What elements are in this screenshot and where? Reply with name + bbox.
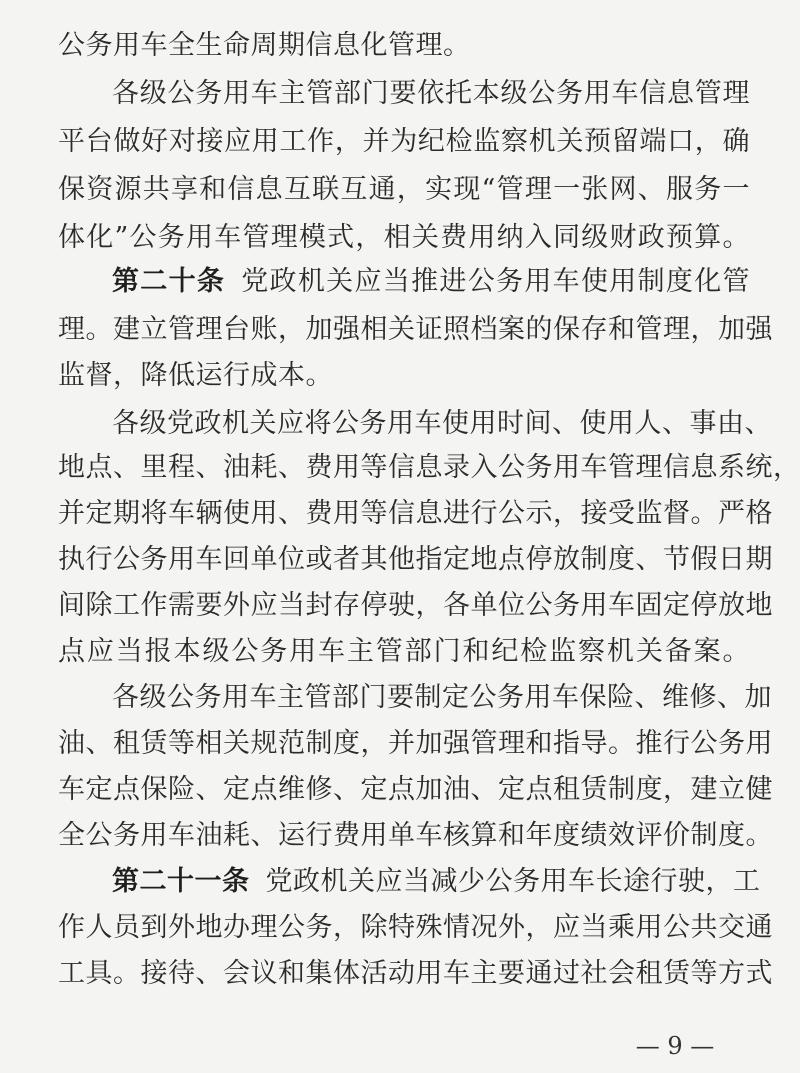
text-line: 全公务用车油耗、运行费用单车核算和年度绩效评价制度。 xyxy=(58,820,773,851)
article-heading: 第二十一条 xyxy=(112,866,250,897)
text-span: 党政机关应当减少公务用车长途行驶，工 xyxy=(265,866,761,897)
text-line: 执行公务用车回单位或者其他指定地点停放制度、节假日期 xyxy=(58,544,773,575)
text-line: 各级公务用车主管部门要依托本级公务用车信息管理 xyxy=(112,78,750,109)
text-line: 点应当报本级公务用车主管部门和纪检监察机关备案。 xyxy=(58,636,750,667)
text-line: 公务用车全生命周期信息化管理。 xyxy=(58,30,471,61)
text-line: 油、租赁等相关规范制度，并加强管理和指导。推行公务用 xyxy=(58,728,773,759)
text-line: 并定期将车辆使用、费用等信息进行公示，接受监督。严格 xyxy=(58,498,773,529)
article-heading: 第二十条 xyxy=(112,266,226,297)
text-line: 间除工作需要外应当封存停驶，各单位公务用车固定停放地 xyxy=(58,590,773,621)
article-line xyxy=(112,862,761,902)
text-line: 各级公务用车主管部门要制定公务用车保险、维修、加 xyxy=(112,682,772,713)
text-line: 地点、里程、油耗、费用等信息录入公务用车管理信息系统， xyxy=(58,452,800,483)
text-line: 作人员到外地办理公务，除特殊情况外，应当乘用公共交通 xyxy=(58,912,773,943)
text-line: 体化”公务用车管理模式，相关费用纳入同级财政预算。 xyxy=(58,222,750,253)
article-line xyxy=(112,262,750,302)
text-line: 车定点保险、定点维修、定点加油、定点租赁制度，建立健 xyxy=(58,774,773,805)
text-line: 各级党政机关应将公务用车使用时间、使用人、事由、 xyxy=(112,408,772,439)
text-line: 工具。接待、会议和集体活动用车主要通过社会租赁等方式 xyxy=(58,958,773,989)
text-span: 党政机关应当推进公务用车使用制度化管 xyxy=(241,266,751,297)
text-line: 保资源共享和信息互联互通，实现“管理一张网、服务一 xyxy=(58,174,750,205)
page-number: — 9 — xyxy=(635,1032,715,1060)
text-line: 平台做好对接应用工作，并为纪检监察机关预留端口，确 xyxy=(58,126,750,157)
text-line: 监督，降低运行成本。 xyxy=(58,360,333,391)
text-line: 理。建立管理台账，加强相关证照档案的保存和管理，加强 xyxy=(58,314,773,345)
